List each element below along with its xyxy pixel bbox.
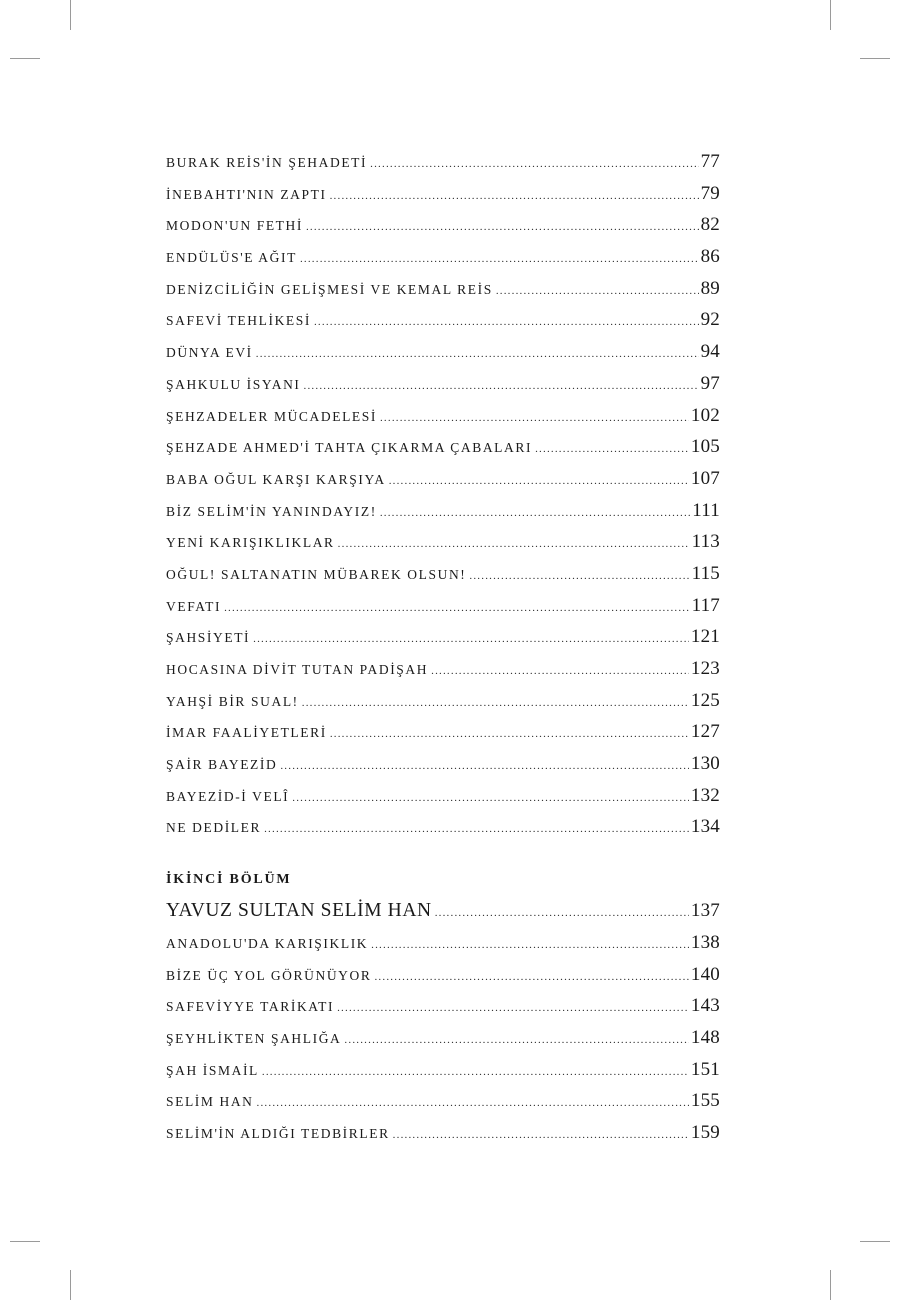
toc-entry-title: ANADOLU'DA KARIŞIKLIK [166,935,369,951]
toc-entry-title: VEFATI [166,598,222,614]
section-label: İKİNCİ BÖLÜM [166,872,292,888]
toc-entry-page: 134 [690,816,720,838]
leader-dots [389,466,689,498]
toc-entry[interactable] [166,209,720,241]
toc-entry[interactable] [166,1085,720,1117]
toc-entry-page: 77 [700,151,720,172]
toc-entry-title: YENİ KARIŞIKLIKLAR [166,535,335,551]
toc-entry-title: ŞAH İSMAİL [166,1062,259,1078]
crop-mark-bottom-right [830,1270,831,1300]
leader-dots [292,783,689,815]
crop-mark-left-top [10,58,40,59]
toc-entry-title: BİZ SELİM'İN YANINDAYIZ! [166,503,377,519]
toc-entry-page: 117 [691,594,720,616]
leader-dots [264,814,689,846]
toc-entry-title: ENDÜLÜS'E AĞIT [166,250,297,266]
toc-entry-title: ŞAHSİYETİ [166,630,251,646]
toc-entry-title: OĞUL! SALTANATIN MÜBAREK OLSUN! [166,566,467,582]
toc-entry-page: 127 [690,721,720,743]
toc-entry-page: 143 [690,995,720,1017]
toc-entry-page: 148 [690,1026,720,1048]
toc-entry-title: ŞAİR BAYEZİD [166,757,278,773]
toc-part-one [166,146,720,843]
toc-entry-title: YAVUZ SULTAN SELİM HAN [166,900,432,922]
toc-entry[interactable] [166,716,720,748]
toc-entry-title: SAFEVİ TEHLİKESİ [166,313,311,329]
toc-entry-page: 113 [691,531,720,553]
toc-entry-title: İMAR FAALİYETLERİ [166,725,327,741]
toc-entry-title: YAHŞİ BİR SUAL! [166,693,299,709]
leader-dots [393,1120,689,1152]
toc-entry-page: 132 [690,784,720,806]
toc-entry[interactable] [166,495,720,527]
crop-mark-right-bottom [860,1241,890,1242]
leader-dots [344,1025,688,1057]
toc-entry-title: ŞEHZADE AHMED'İ TAHTA ÇIKARMA ÇABALARI [166,440,533,456]
toc-entry-title: DÜNYA EVİ [166,345,253,361]
leader-dots [337,993,689,1025]
leader-dots [280,751,689,783]
toc-entry-title: BABA OĞUL KARŞI KARŞIYA [166,471,386,487]
leader-dots [370,149,698,181]
toc-entry-page: 151 [690,1058,720,1080]
toc-entry-page: 86 [700,246,720,268]
crop-mark-left-bottom [10,1241,40,1242]
toc-entry[interactable] [166,927,720,959]
toc-entry[interactable] [166,621,720,653]
leader-dots [256,339,699,371]
toc-entry[interactable] [166,336,720,368]
toc-entry[interactable] [166,431,720,463]
toc-entry-title: DENİZCİLİĞİN GELİŞMESİ VE KEMAL REİS [166,281,493,297]
toc-entry[interactable] [166,590,720,622]
toc-entry-page: 102 [690,404,720,426]
crop-mark-top-right [830,0,831,30]
toc-entry[interactable] [166,526,720,558]
toc-entry[interactable] [166,959,720,991]
toc-entry-title: NE DEDİLER [166,820,262,836]
toc-entry-title: SELİM'İN ALDIĞI TEDBİRLER [166,1125,390,1141]
toc-entry-page: 79 [700,182,720,204]
toc-entry[interactable] [166,400,720,432]
crop-mark-bottom-left [70,1270,71,1300]
toc-entry-page: 89 [700,277,720,299]
toc-entry[interactable] [166,685,720,717]
toc-entry-page: 82 [700,214,720,236]
leader-dots [302,688,689,720]
toc-entry[interactable] [166,178,720,210]
toc-entry-title: BURAK REİS'İN ŞEHADETİ [166,155,368,170]
toc-entry-page: 138 [690,931,720,953]
toc-entry[interactable] [166,1054,720,1086]
toc-entry-title: ŞAHKULU İSYANI [166,376,301,392]
toc-entry-title: ŞEYHLİKTEN ŞAHLIĞA [166,1030,342,1046]
leader-dots [371,930,689,962]
toc-entry-page: 123 [690,658,720,679]
leader-dots [224,593,689,625]
crop-mark-top-left [70,0,71,30]
toc-entry[interactable] [166,304,720,336]
toc-entry[interactable] [166,241,720,273]
toc-entry[interactable] [166,653,720,685]
toc-entry[interactable] [166,748,720,780]
leader-dots [253,624,689,656]
crop-mark-right-top [860,58,890,59]
leader-dots [262,1057,689,1089]
leader-dots [304,371,699,403]
leader-dots [374,962,688,994]
leader-dots [535,434,689,466]
toc-entry-page: 105 [690,436,720,458]
table-of-contents [166,146,720,1149]
toc-entry-page: 137 [690,900,720,922]
leader-dots [300,244,699,276]
leader-dots [338,529,690,561]
toc-entry[interactable] [166,990,720,1022]
toc-entry-title: İNEBAHTI'NIN ZAPTI [166,186,327,202]
toc-entry-title: BİZE ÜÇ YOL GÖRÜNÜYOR [166,967,372,983]
toc-entry-page: 155 [690,1090,720,1112]
toc-entry-title: HOCASINA DİVİT TUTAN PADİŞAH [166,662,429,677]
toc-entry-title: ŞEHZADELER MÜCADELESİ [166,408,377,424]
toc-entry-page: 140 [690,963,720,985]
toc-entry[interactable] [166,463,720,495]
toc-entry-page: 130 [690,753,720,775]
leader-dots [435,898,689,930]
leader-dots [330,181,699,213]
toc-entry-page: 92 [700,309,720,331]
toc-entry[interactable] [166,811,720,843]
toc-entry-page: 107 [690,467,720,489]
toc-part-two [166,927,720,1149]
toc-entry-page: 125 [690,689,720,711]
toc-entry[interactable] [166,1117,720,1149]
leader-dots [431,656,689,688]
leader-dots [469,561,689,593]
toc-entry[interactable] [166,1022,720,1054]
toc-chapter-entry[interactable] [166,895,720,927]
toc-entry-page: 94 [700,341,720,363]
toc-entry-title: MODON'UN FETHİ [166,218,303,234]
toc-entry-page: 159 [690,1121,720,1143]
leader-dots [380,498,690,530]
toc-entry-page: 111 [692,499,720,521]
leader-dots [380,403,689,435]
leader-dots [496,276,699,308]
toc-entry-page: 121 [690,626,720,648]
toc-entry[interactable] [166,146,720,178]
toc-entry[interactable] [166,780,720,812]
toc-entry-page: 115 [691,562,720,584]
toc-entry[interactable] [166,558,720,590]
leader-dots [314,307,699,339]
toc-entry-title: BAYEZİD-İ VELÎ [166,788,290,804]
leader-dots [257,1088,689,1120]
leader-dots [330,719,689,751]
leader-dots [306,212,699,244]
toc-entry-title: SELİM HAN [166,1094,254,1110]
toc-entry[interactable] [166,368,720,400]
toc-entry-page: 97 [700,372,720,394]
toc-entry-title: SAFEVİYYE TARİKATI [166,999,335,1015]
toc-entry[interactable] [166,273,720,305]
